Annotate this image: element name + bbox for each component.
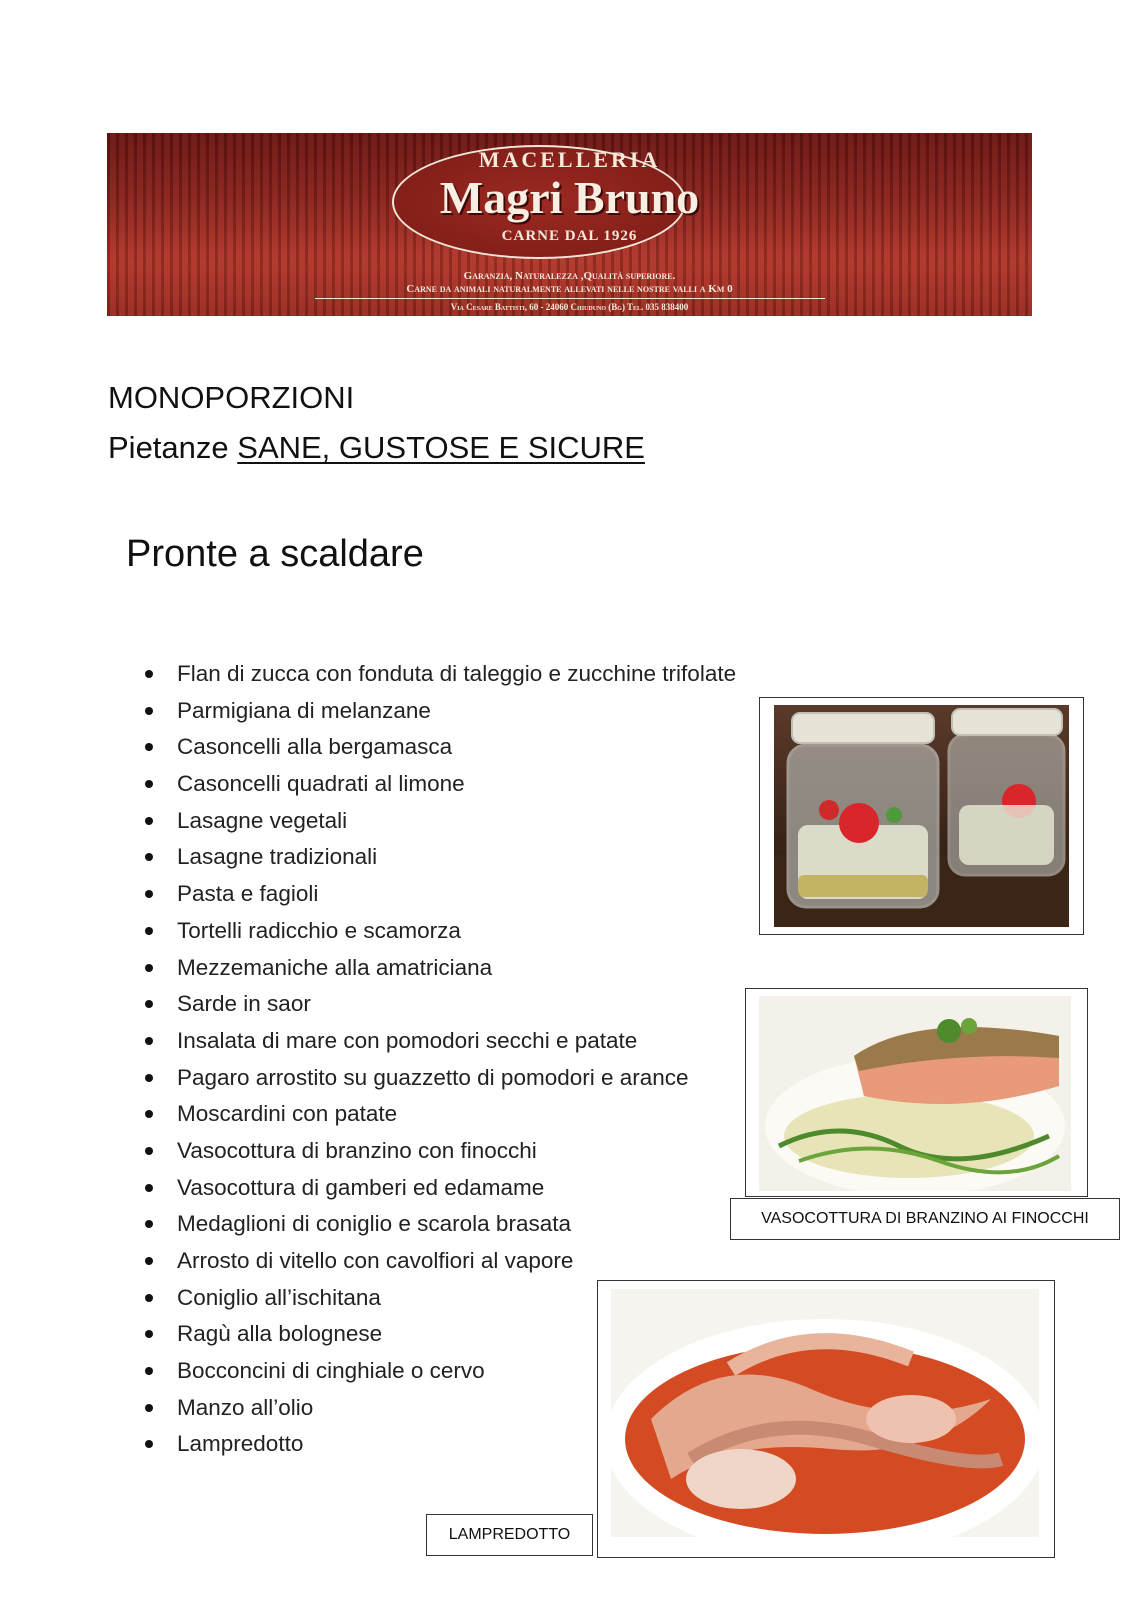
list-item: Lasagne vegetali	[145, 807, 736, 844]
lampredotto-illustration	[611, 1289, 1039, 1537]
shop-name: Magri Bruno	[439, 172, 700, 223]
list-item: Moscardini con patate	[145, 1100, 736, 1137]
list-item: Casoncelli quadrati al limone	[145, 770, 736, 807]
photo-branzino	[759, 996, 1071, 1191]
branzino-illustration	[759, 996, 1071, 1191]
list-item: Lasagne tradizionali	[145, 843, 736, 880]
heading-monoporzioni: MONOPORZIONI	[108, 380, 355, 415]
list-item: Arrosto di vitello con cavolfiori al vapore	[145, 1247, 736, 1284]
photo-lampredotto-frame	[597, 1280, 1055, 1558]
banner-top-text: MACELLERIA	[478, 147, 661, 172]
list-item: Casoncelli alla bergamasca	[145, 733, 736, 770]
list-item: Tortelli radicchio e scamorza	[145, 917, 736, 954]
photo-lampredotto	[611, 1289, 1039, 1537]
list-item: Medaglioni di coniglio e scarola brasata	[145, 1210, 736, 1247]
heading-pietanze-underlined: SANE, GUSTOSE E SICURE	[237, 430, 645, 465]
banner-slogan: Garanzia, Naturalezza ,Qualità superiore.	[463, 270, 676, 282]
list-item: Pasta e fagioli	[145, 880, 736, 917]
list-item: Parmigiana di melanzane	[145, 697, 736, 734]
banner-divider	[315, 298, 825, 299]
list-item: Mezzemaniche alla amatriciana	[145, 954, 736, 991]
caption-branzino: VASOCOTTURA DI BRANZINO AI FINOCCHI	[730, 1198, 1120, 1240]
photo-branzino-frame	[745, 988, 1088, 1197]
photo-jars	[774, 705, 1069, 927]
heading-pietanze-prefix: Pietanze	[108, 430, 238, 465]
list-item: Flan di zucca con fonduta di taleggio e zucchine trifolate	[145, 660, 736, 697]
list-item: Ragù alla bolognese	[145, 1320, 736, 1357]
banner-subslogan: Carne da animali naturalmente allevati nelle nostre valli a Km 0	[406, 283, 733, 295]
photo-jars-frame	[759, 697, 1084, 935]
heading-pronte-a-scaldare: Pronte a scaldare	[126, 533, 424, 575]
heading-pietanze	[108, 430, 645, 466]
shop-banner	[107, 133, 1032, 316]
list-item: Sarde in saor	[145, 990, 736, 1027]
list-item: Insalata di mare con pomodori secchi e patate	[145, 1027, 736, 1064]
list-item: Coniglio all’ischitana	[145, 1284, 736, 1321]
list-item: Lampredotto	[145, 1430, 736, 1467]
list-item: Manzo all’olio	[145, 1394, 736, 1431]
banner-since: CARNE DAL 1926	[501, 228, 638, 244]
banner-address: Via Cesare Battisti, 60 - 24060 Chiuduno (Bg) Tel. 035 838400	[450, 302, 689, 312]
list-item: Pagaro arrostito su guazzetto di pomodori e arance	[145, 1064, 736, 1101]
list-item: Vasocottura di branzino con finocchi	[145, 1137, 736, 1174]
caption-lampredotto: LAMPREDOTTO	[426, 1514, 593, 1556]
list-item: Bocconcini di cinghiale o cervo	[145, 1357, 736, 1394]
list-item: Vasocottura di gamberi ed edamame	[145, 1174, 736, 1211]
jars-illustration	[774, 705, 1069, 927]
